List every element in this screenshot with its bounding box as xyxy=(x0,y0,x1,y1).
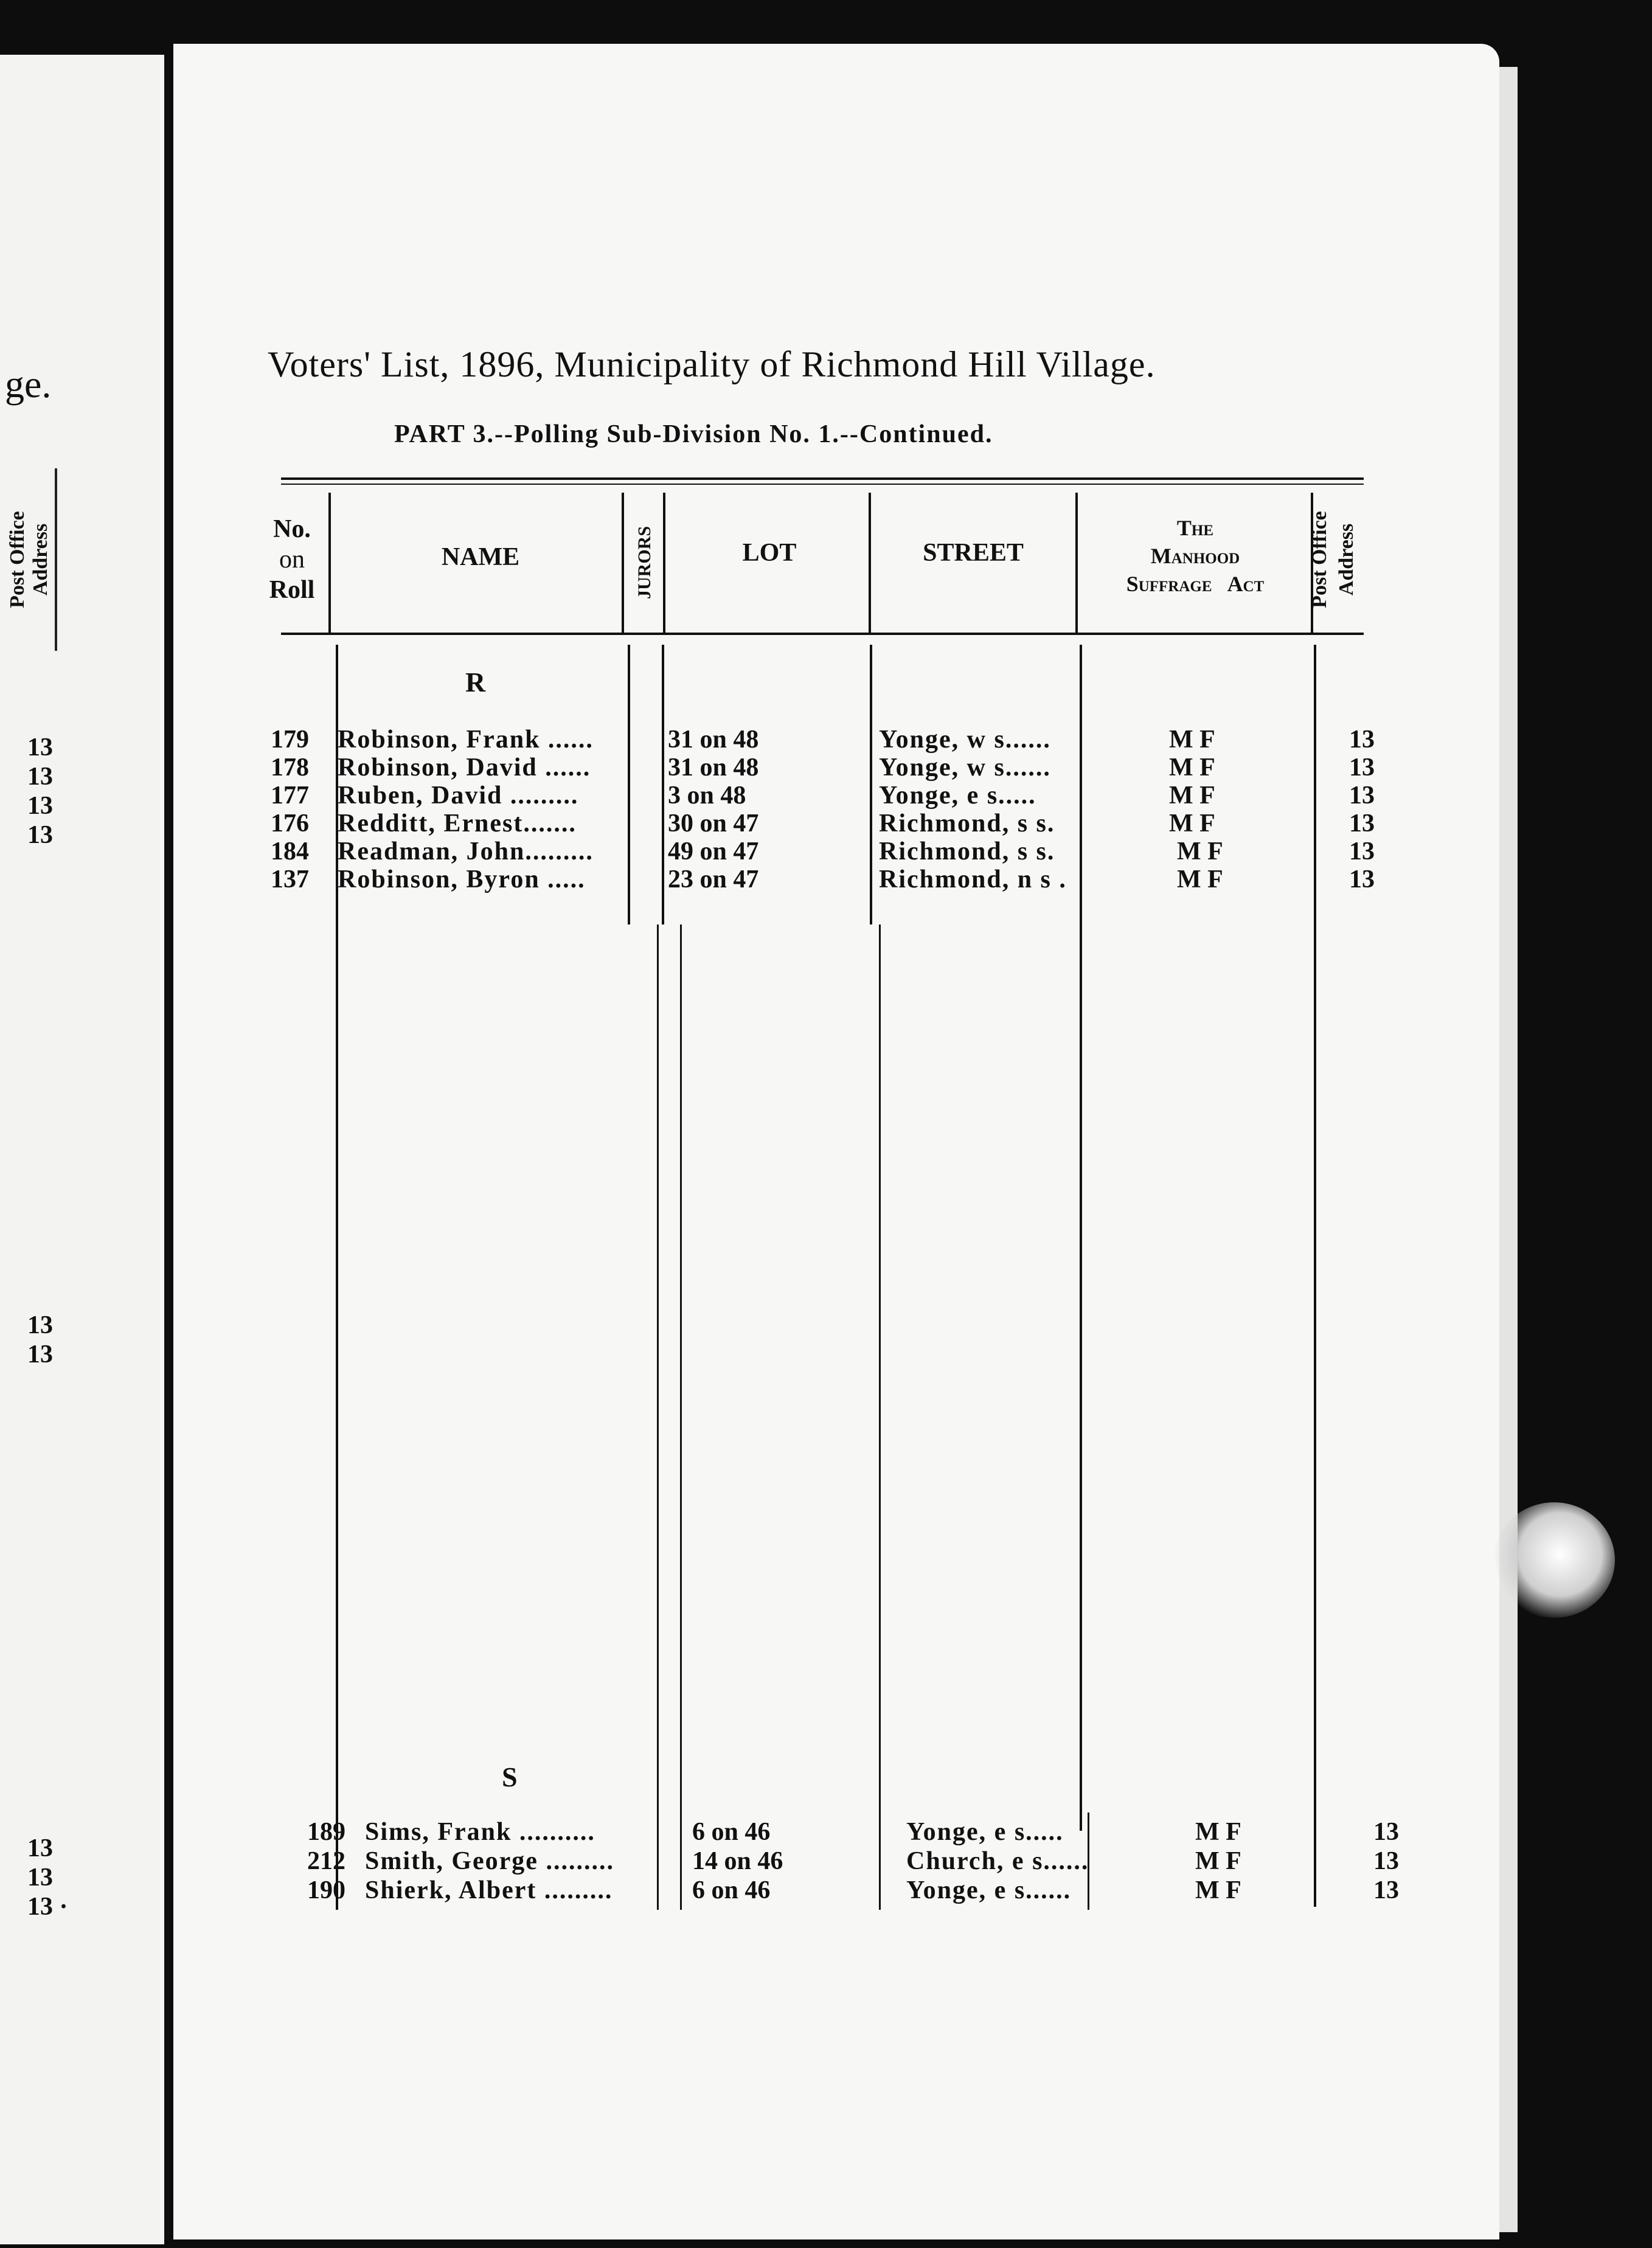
manhood-suffrage: M F xyxy=(1169,754,1215,782)
voter-name: Readman, John......... xyxy=(338,838,594,866)
voter-name: Robinson, David ...... xyxy=(338,754,591,782)
post-office: 13 xyxy=(1373,1876,1399,1904)
street: Yonge, e s..... xyxy=(879,782,1036,810)
page-edge xyxy=(1499,67,1518,2232)
post-office: 13 xyxy=(1349,810,1375,838)
header-no-line: Roll xyxy=(269,576,315,604)
manhood-suffrage: M F xyxy=(1177,838,1223,866)
roll-number: 189 xyxy=(307,1818,345,1846)
manhood-suffrage: M F xyxy=(1169,726,1215,754)
header-manhood-suffrage-act xyxy=(1077,514,1314,598)
header-post-office-line: Address xyxy=(1335,523,1358,596)
section-letter: S xyxy=(502,1761,518,1792)
roll-number: 177 xyxy=(271,782,309,810)
column-divider xyxy=(879,925,881,1910)
left-number: 13 xyxy=(27,734,53,761)
post-office: 13 xyxy=(1373,1818,1399,1846)
street: Yonge, w s...... xyxy=(879,754,1051,782)
voter-name: Robinson, Frank ...... xyxy=(338,726,594,754)
header-no-line: No. xyxy=(273,515,311,543)
roll-number: 179 xyxy=(271,726,309,754)
header-name: NAME xyxy=(441,543,520,571)
post-office: 13 xyxy=(1349,782,1375,810)
lot: 14 on 46 xyxy=(692,1847,783,1875)
street: Yonge, w s...... xyxy=(879,726,1051,754)
table-top-rule xyxy=(281,477,1364,480)
voter-name: Robinson, Byron ..... xyxy=(338,866,586,893)
voter-name: Sims, Frank .......... xyxy=(365,1818,595,1846)
roll-number: 190 xyxy=(307,1876,345,1904)
roll-number: 178 xyxy=(271,754,309,782)
lot: 23 on 47 xyxy=(668,866,759,893)
page-title: Voters' List, 1896, Municipality of Richmond Hill Village. xyxy=(268,344,1156,384)
roll-number: 137 xyxy=(271,866,309,893)
header-post-office xyxy=(1307,487,1361,633)
lot: 31 on 48 xyxy=(668,754,759,782)
table-top-rule xyxy=(281,484,1364,485)
voter-name: Redditt, Ernest....... xyxy=(338,810,577,838)
manhood-suffrage: M F xyxy=(1177,866,1223,893)
column-divider xyxy=(328,493,331,633)
manhood-suffrage: M F xyxy=(1195,1847,1241,1875)
header-bottom-rule xyxy=(281,633,1364,635)
voter-name: Ruben, David ......... xyxy=(338,782,579,810)
header-manhood-line: The xyxy=(1176,516,1214,540)
left-number: 13 xyxy=(27,821,53,849)
header-manhood-line: Manhood xyxy=(1150,544,1240,568)
left-number: 13 xyxy=(27,1311,53,1339)
street: Yonge, e s...... xyxy=(906,1876,1072,1904)
left-number: 13 xyxy=(27,792,53,820)
lot: 49 on 47 xyxy=(668,838,759,866)
post-office: 13 xyxy=(1349,754,1375,782)
manhood-suffrage: M F xyxy=(1169,810,1215,838)
street: Richmond, s s. xyxy=(879,810,1055,838)
column-divider xyxy=(628,645,630,925)
street: Richmond, n s . xyxy=(879,866,1067,893)
left-number: 13 xyxy=(27,763,53,791)
voter-name: Shierk, Albert ......... xyxy=(365,1876,613,1904)
street: Church, e s...... xyxy=(906,1847,1089,1875)
left-number: 13 xyxy=(27,1834,53,1862)
header-jurors: JURORS xyxy=(634,526,654,600)
column-divider xyxy=(1080,645,1082,1831)
lot: 30 on 47 xyxy=(668,810,759,838)
header-no-line: on xyxy=(279,546,305,574)
header-manhood-line: Suffrage Act xyxy=(1126,572,1265,596)
street: Richmond, s s. xyxy=(879,838,1055,866)
section-letter: R xyxy=(465,667,486,698)
column-divider xyxy=(663,493,665,633)
paper-stain xyxy=(1493,1502,1615,1618)
lot: 6 on 46 xyxy=(692,1818,771,1846)
left-number: 13 xyxy=(27,1341,53,1369)
lot: 6 on 46 xyxy=(692,1876,771,1904)
post-office: 13 xyxy=(1349,866,1375,893)
column-divider xyxy=(662,645,664,925)
street: Yonge, e s..... xyxy=(906,1818,1064,1846)
manhood-suffrage: M F xyxy=(1195,1876,1241,1904)
lot: 3 on 48 xyxy=(668,782,746,810)
header-post-office-line: Post Office xyxy=(1308,511,1331,608)
header-no-on-roll xyxy=(259,514,325,605)
left-page-fragment: ge. xyxy=(5,363,52,406)
header-street: STREET xyxy=(923,539,1024,567)
column-divider xyxy=(870,645,872,925)
voter-name: Smith, George ......... xyxy=(365,1847,614,1875)
left-page-header: Post Office Address xyxy=(6,511,52,608)
post-office: 13 xyxy=(1349,726,1375,754)
left-number: 13 xyxy=(27,1864,53,1892)
roll-number: 176 xyxy=(271,810,309,838)
column-divider xyxy=(622,493,624,633)
column-divider xyxy=(657,925,659,1910)
post-office: 13 xyxy=(1349,838,1375,866)
lot: 31 on 48 xyxy=(668,726,759,754)
post-office: 13 xyxy=(1373,1847,1399,1875)
left-number: 13 · xyxy=(27,1893,68,1921)
page-subtitle: PART 3.--Polling Sub-Division No. 1.--Continued. xyxy=(394,420,993,448)
column-divider xyxy=(680,925,682,1910)
column-divider xyxy=(1314,645,1316,1907)
header-lot: LOT xyxy=(742,539,797,567)
roll-number: 184 xyxy=(271,838,309,866)
roll-number: 212 xyxy=(307,1847,345,1875)
column-divider xyxy=(869,493,871,633)
manhood-suffrage: M F xyxy=(1169,782,1215,810)
manhood-suffrage: M F xyxy=(1195,1818,1241,1846)
